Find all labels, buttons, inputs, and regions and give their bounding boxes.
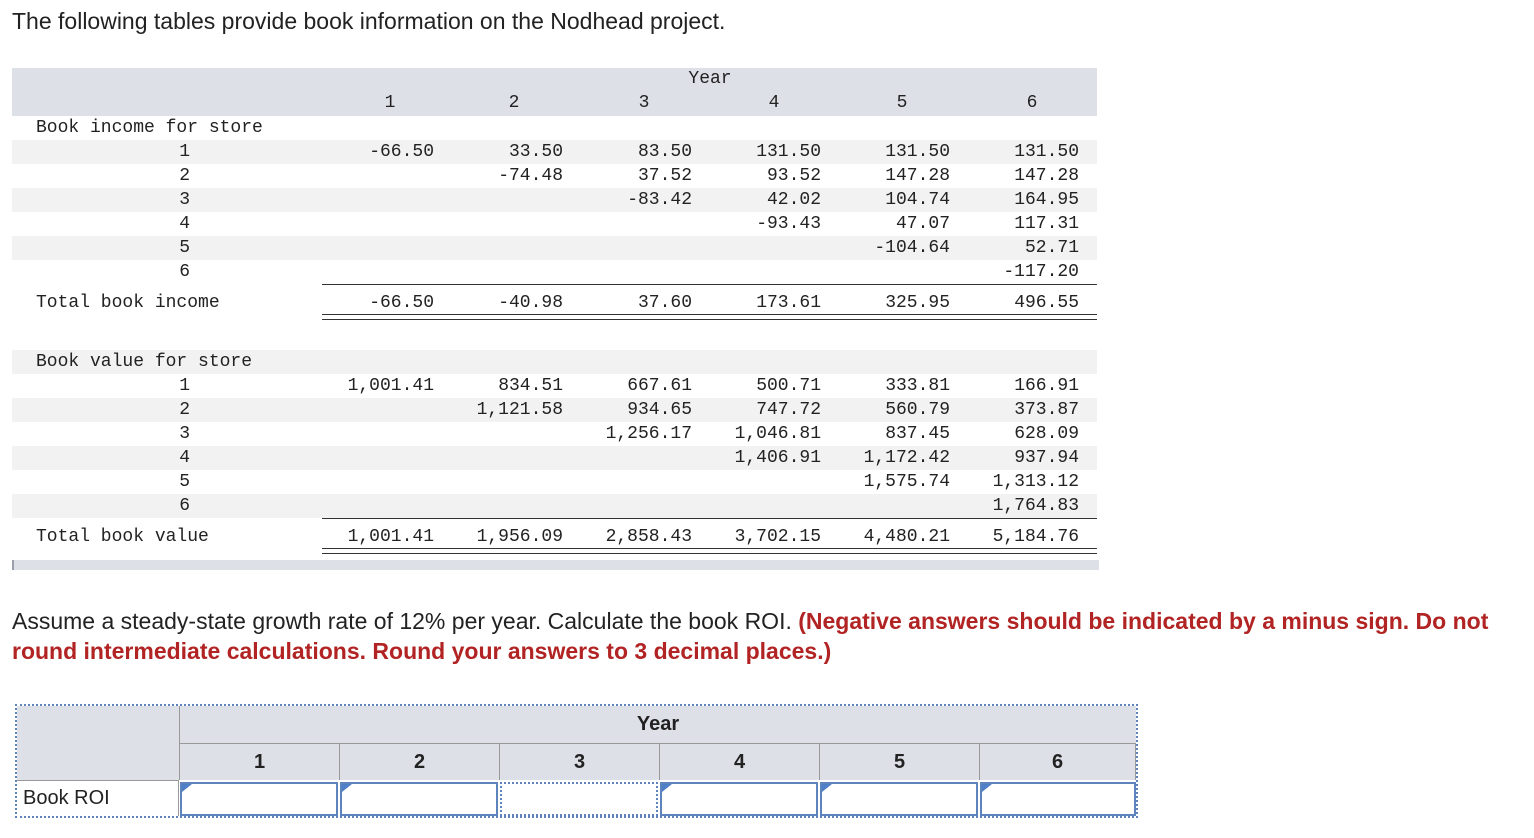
bookvalue-row-label: 5: [179, 472, 190, 492]
income-value-col-5: 47.07: [895, 214, 950, 234]
income-row: [12, 164, 1097, 188]
question-instruction: (Negative answers should be indicated by a minus sign. Do not round intermediate calculations. Round your answers to 3 decimal places.): [12, 608, 1489, 664]
bookvalue-value-col-6: 373.87: [1014, 400, 1079, 420]
answer-corner-cell: [17, 706, 180, 780]
year-col-3: 3: [638, 93, 650, 113]
question-text: [12, 606, 1522, 666]
income-value-col-6: 164.95: [1014, 190, 1079, 210]
income-value-col-4: 131.50: [756, 142, 821, 162]
income-value-col-1: [314, 212, 434, 236]
bookvalue-value-col-6: 937.94: [1014, 448, 1079, 468]
bookvalue-value-col-1: [314, 398, 434, 422]
roi-input-year-1[interactable]: [182, 784, 336, 814]
income-value-col-1: [314, 260, 434, 284]
bookvalue-value-col-5: 1,172.42: [863, 448, 950, 468]
table-bottom-bar: [12, 560, 1099, 570]
income-row: [12, 236, 1097, 260]
bookvalue-row-label: 4: [179, 448, 190, 468]
bookvalue-value-col-5: 560.79: [885, 400, 950, 420]
bookvalue-row-label: 1: [179, 376, 190, 396]
flag-icon: [982, 784, 992, 792]
bookvalue-row: [12, 446, 1097, 470]
bookvalue-value-col-4: [701, 494, 821, 518]
value-total-label: Total book value: [36, 527, 209, 547]
value-total-col-2: 1,956.09: [476, 527, 563, 547]
bookvalue-value-col-3: 934.65: [627, 400, 692, 420]
bookvalue-row: [12, 494, 1097, 518]
income-row: [12, 212, 1097, 236]
bookvalue-row: [12, 422, 1097, 446]
income-title-row: [12, 116, 1097, 140]
income-value-col-6: 131.50: [1014, 142, 1079, 162]
roi-input-year-4[interactable]: [662, 784, 816, 814]
value-total-row: [12, 518, 1097, 556]
income-value-col-3: 83.50: [637, 142, 692, 162]
bookvalue-row: [12, 398, 1097, 422]
income-value-col-6: -117.20: [1003, 262, 1079, 282]
income-value-col-2: [443, 188, 563, 212]
bookvalue-value-col-6: 628.09: [1014, 424, 1079, 444]
income-row-label: 6: [179, 262, 190, 282]
income-value-col-3: [572, 260, 692, 284]
flag-icon: [662, 784, 672, 792]
income-total-col-1: -66.50: [369, 293, 434, 313]
bookvalue-value-col-4: [701, 470, 821, 494]
income-value-col-6: 52.71: [1024, 238, 1079, 258]
roi-input-cell-6: [980, 782, 1136, 816]
roi-input-cell-3: [500, 782, 658, 816]
income-total-col-6: 496.55: [1014, 293, 1079, 313]
bookvalue-value-col-2: 834.51: [498, 376, 563, 396]
income-value-col-4: -93.43: [756, 214, 821, 234]
flag-icon: [822, 784, 832, 792]
value-rows: [12, 374, 1097, 518]
bookvalue-value-col-1: [314, 422, 434, 446]
flag-icon: [182, 784, 192, 792]
income-value-col-5: 147.28: [885, 166, 950, 186]
answer-table: [15, 704, 1138, 818]
year-col-2: 2: [508, 93, 520, 113]
year-col-5: 5: [896, 93, 908, 113]
income-value-col-4: [701, 236, 821, 260]
answer-year-col-1: 1: [180, 743, 340, 780]
income-value-col-1: [314, 236, 434, 260]
income-value-col-5: 131.50: [885, 142, 950, 162]
flag-icon: [342, 784, 352, 792]
value-title-row: [12, 350, 1097, 374]
value-section-title: Book value for store: [36, 352, 253, 372]
bookvalue-value-col-3: 1,256.17: [605, 424, 692, 444]
bookvalue-value-col-4: 747.72: [756, 400, 821, 420]
income-rows: [12, 140, 1097, 284]
income-total-col-2: -40.98: [498, 293, 563, 313]
income-value-col-1: [314, 188, 434, 212]
bookvalue-value-col-1: [314, 470, 434, 494]
roi-input-cell-4: [660, 782, 818, 816]
year-header-row: [12, 68, 1097, 90]
year-header: Year: [688, 69, 732, 89]
answer-year-header: Year: [180, 706, 1136, 743]
income-value-col-2: 33.50: [508, 142, 563, 162]
value-total-col-5: 4,480.21: [863, 527, 950, 547]
bookvalue-value-col-5: [830, 494, 950, 518]
bookvalue-value-col-4: 500.71: [756, 376, 821, 396]
roi-input-year-2[interactable]: [342, 784, 496, 814]
year-col-4: 4: [768, 93, 780, 113]
question-body: Assume a steady-state growth rate of 12% per year. Calculate the book ROI.: [12, 608, 792, 634]
income-value-col-5: [830, 260, 950, 284]
bookvalue-value-col-5: 333.81: [885, 376, 950, 396]
income-value-col-4: 93.52: [766, 166, 821, 186]
answer-year-col-5: 5: [820, 743, 980, 780]
intro-text: The following tables provide book information on the Nodhead project.: [12, 8, 726, 34]
income-value-col-3: -83.42: [627, 190, 692, 210]
roi-input-year-6[interactable]: [982, 784, 1134, 814]
income-total-col-5: 325.95: [885, 293, 950, 313]
bookvalue-value-col-1: 1,001.41: [347, 376, 434, 396]
income-value-col-2: [443, 260, 563, 284]
bookvalue-value-col-2: 1,121.58: [476, 400, 563, 420]
bookvalue-row-label: 2: [179, 400, 190, 420]
bookvalue-value-col-2: [443, 422, 563, 446]
bookvalue-value-col-1: [314, 446, 434, 470]
value-total-col-6: 5,184.76: [992, 527, 1079, 547]
bookvalue-row: [12, 374, 1097, 398]
year-columns-row: [12, 90, 1097, 116]
income-total-col-3: 37.60: [637, 293, 692, 313]
income-section-title: Book income for store: [36, 118, 263, 138]
income-row: [12, 260, 1097, 284]
book-roi-label: Book ROI: [17, 780, 179, 816]
answer-year-col-6: 6: [980, 743, 1136, 780]
bookvalue-value-col-6: 1,764.83: [992, 496, 1079, 516]
value-total-col-1: 1,001.41: [347, 527, 434, 547]
income-row-label: 2: [179, 166, 190, 186]
roi-input-cell-5: [820, 782, 978, 816]
income-row-label: 1: [179, 142, 190, 162]
income-row-label: 3: [179, 190, 190, 210]
value-total-col-4: 3,702.15: [734, 527, 821, 547]
year-col-1: 1: [384, 93, 396, 113]
bookvalue-value-col-2: [443, 446, 563, 470]
bookvalue-value-col-4: 1,406.91: [734, 448, 821, 468]
roi-input-year-3[interactable]: [502, 784, 656, 814]
income-value-col-3: [572, 236, 692, 260]
bookvalue-row: [12, 470, 1097, 494]
income-value-col-2: [443, 236, 563, 260]
income-value-col-6: 147.28: [1014, 166, 1079, 186]
bookvalue-value-col-5: 1,575.74: [863, 472, 950, 492]
bookvalue-value-col-4: 1,046.81: [734, 424, 821, 444]
bookvalue-value-col-6: 1,313.12: [992, 472, 1079, 492]
year-col-6: 6: [1026, 93, 1038, 113]
answer-year-col-2: 2: [340, 743, 500, 780]
roi-input-cell-1: [180, 782, 338, 816]
income-value-col-5: 104.74: [885, 190, 950, 210]
income-value-col-5: -104.64: [874, 238, 950, 258]
answer-year-col-3: 3: [500, 743, 660, 780]
bookvalue-value-col-1: [314, 494, 434, 518]
answer-year-col-4: 4: [660, 743, 820, 780]
income-value-col-3: 37.52: [637, 166, 692, 186]
roi-input-year-5[interactable]: [822, 784, 976, 814]
income-row-label: 4: [179, 214, 190, 234]
income-value-col-1: [314, 164, 434, 188]
income-row: [12, 188, 1097, 212]
roi-input-cell-2: [340, 782, 498, 816]
income-row: [12, 140, 1097, 164]
income-total-col-4: 173.61: [756, 293, 821, 313]
bookvalue-value-col-2: [443, 494, 563, 518]
bookvalue-value-col-2: [443, 470, 563, 494]
bookvalue-value-col-3: [572, 446, 692, 470]
bookvalue-row-label: 6: [179, 496, 190, 516]
value-total-col-3: 2,858.43: [605, 527, 692, 547]
bookvalue-value-col-3: [572, 494, 692, 518]
income-total-row: [12, 284, 1097, 322]
income-value-col-2: -74.48: [498, 166, 563, 186]
bookvalue-value-col-6: 166.91: [1014, 376, 1079, 396]
income-total-label: Total book income: [36, 293, 220, 313]
income-value-col-2: [443, 212, 563, 236]
income-value-col-4: 42.02: [766, 190, 821, 210]
bookvalue-row-label: 3: [179, 424, 190, 444]
income-value-col-1: -66.50: [369, 142, 434, 162]
income-value-col-4: [701, 260, 821, 284]
bookvalue-value-col-5: 837.45: [885, 424, 950, 444]
income-value-col-3: [572, 212, 692, 236]
income-row-label: 5: [179, 238, 190, 258]
bookvalue-value-col-3: 667.61: [627, 376, 692, 396]
income-value-col-6: 117.31: [1014, 214, 1079, 234]
book-info-table: [12, 68, 1097, 556]
bookvalue-value-col-3: [572, 470, 692, 494]
